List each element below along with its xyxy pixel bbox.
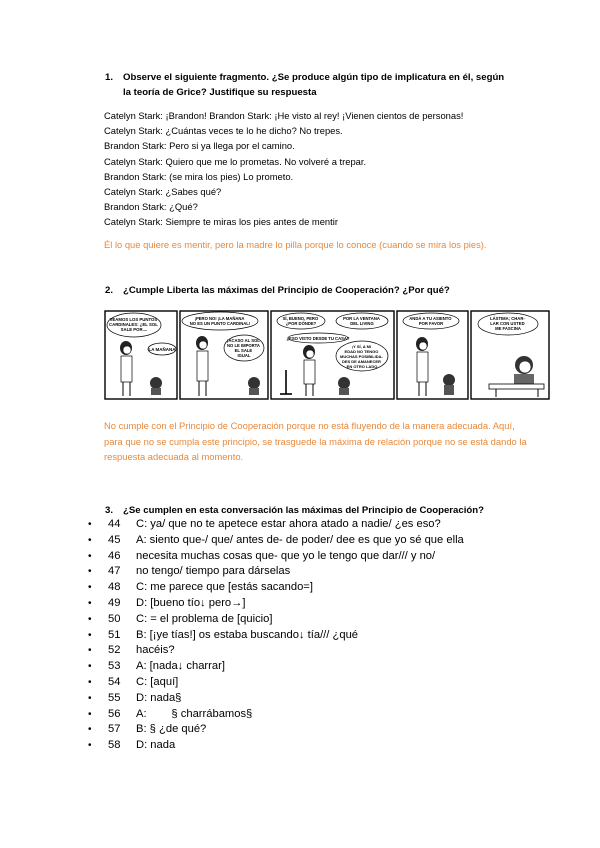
line-number: 51	[108, 628, 121, 641]
line-number: 48	[108, 581, 121, 594]
line-number: 58	[108, 739, 121, 752]
comic-text: ¿POR DÓNDE?	[285, 321, 317, 326]
line-number: 55	[108, 691, 121, 704]
comic-text: LAR CON USTED	[490, 321, 525, 326]
line-text: C: = el problema de [quicio]	[136, 612, 273, 625]
comic-text: MUCHAS POSIBILIDA-	[339, 354, 383, 359]
bullet: •	[88, 519, 92, 530]
question-1-number: 1.	[105, 72, 114, 83]
question-3-text: ¿Se cumplen en esta conversación las máximas del Principio de Cooperación?	[123, 505, 484, 516]
line-number: 46	[108, 549, 121, 562]
line-number: 45	[108, 533, 121, 546]
comic-text: ¡PERO NO! ¡LA MAÑANA	[194, 316, 245, 321]
line-number: 47	[108, 565, 121, 578]
transcript-line	[88, 580, 558, 596]
dialog-line: Catelyn Stark: Quiero que me lo prometas. No volveré a trepar.	[104, 155, 367, 167]
bullet: •	[88, 661, 92, 673]
dialog-line: Catelyn Stark: ¿Cuántas veces te lo he dicho? No trepes.	[104, 125, 343, 137]
comic-text: EN OTRO LADO	[346, 364, 378, 369]
line-number: 53	[108, 660, 121, 673]
comic-text: CARDINALES: ¿EL SOL	[109, 322, 158, 327]
bullet: •	[88, 534, 92, 546]
child-figure	[248, 377, 260, 395]
dialog-fragment	[104, 108, 544, 230]
bullet: •	[88, 582, 92, 594]
transcript-line	[88, 628, 558, 644]
comic-text: NO LE IMPORTA	[227, 343, 260, 348]
child-figure	[150, 377, 162, 395]
line-text: hacéis?	[136, 644, 175, 657]
transcript-line	[88, 675, 558, 691]
transcript-line	[88, 564, 558, 580]
bullet: •	[88, 613, 92, 625]
transcript-line	[88, 549, 558, 565]
bullet: •	[88, 566, 92, 578]
line-number: 54	[108, 675, 121, 688]
line-text: C: ya/ que no te apetece estar ahora atado a nadie/ ¿es eso?	[136, 518, 441, 530]
bullet: •	[88, 708, 92, 720]
comic-panel-5	[471, 311, 549, 399]
line-text: D: nada§	[136, 691, 182, 704]
line-number: 52	[108, 644, 121, 657]
bullet: •	[88, 629, 92, 641]
comic-text: ¿ESO VISTO DESDE TU CASA?	[286, 336, 350, 341]
comic-text: VEAMOS LOS PUNTOS	[109, 317, 158, 322]
conversation-transcript	[88, 517, 558, 754]
bullet: •	[88, 676, 92, 688]
child-figure	[338, 377, 350, 395]
bullet: •	[88, 692, 92, 704]
transcript-line	[88, 722, 558, 738]
comic-text: ¡Y SÍ, A MI	[351, 344, 372, 349]
transcript-line	[88, 517, 558, 533]
answer-1: Él lo que quiere es mentir, pero la madre lo pilla porque lo conoce (cuando se mira los pies).	[104, 239, 487, 250]
line-text: D: nada	[136, 739, 176, 752]
comic-text: ANDÁ A TU ASIENTO	[409, 316, 452, 321]
line-text: D: [bueno tío↓ pero→]	[136, 596, 246, 609]
svg-text:SÍ, BUENO, PERO ¿POR D	[283, 316, 320, 326]
comic-text: EDAD NO TENGO	[344, 349, 379, 354]
question-2-number: 2.	[105, 285, 114, 296]
line-number: 44	[108, 518, 121, 530]
answer-2: No cumple con el Principio de Cooperación porque no está fluyendo de la manera adecuada. Aquí, para que no se cumpla este principio, se trasguede la máxima de relación porque no se está dando la respuesta adecuada al momento.	[104, 420, 527, 462]
dialog-line: Brandon Stark: Pero si ya llega por el camino.	[104, 140, 295, 152]
comic-panel-1	[105, 311, 177, 399]
line-number: 56	[108, 707, 121, 720]
transcript-line	[88, 612, 558, 628]
line-text: C: me parece que [estás sacando=]	[136, 581, 313, 594]
bullet: •	[88, 740, 92, 752]
dialog-line: Catelyn Stark: ¿Sabes qué?	[104, 185, 222, 197]
line-text: A: § charrábamos§	[136, 707, 253, 720]
dialog-line: Catelyn Stark: Siempre te miras los pies antes de mentir	[104, 216, 338, 228]
comic-text: LÁSTIMA; CHAR-	[490, 316, 525, 321]
dialog-line: Brandon Stark: (se mira los pies) Lo prometo.	[104, 170, 294, 182]
dialog-line: Catelyn Stark: ¡Brandon! Brandon Stark: ¡He visto al rey! ¡Vienen cientos de personas!	[104, 110, 464, 121]
line-text: A: [nada↓ charrar]	[136, 660, 225, 673]
line-text: B: § ¿de qué?	[136, 723, 207, 736]
mafalda-comic-strip	[104, 310, 550, 400]
comic-panel-2	[180, 311, 268, 399]
line-number: 57	[108, 723, 121, 736]
line-number: 49	[108, 596, 121, 609]
comic-text: ME FASCINA	[495, 326, 521, 331]
bullet: •	[88, 550, 92, 562]
dialog-line: Brandon Stark: ¿Qué?	[104, 201, 198, 213]
question-1-text	[123, 70, 504, 100]
question-2-text: ¿Cumple Liberta las máximas del Principio de Cooperación? ¿Por qué?	[123, 285, 450, 296]
comic-text: EL SALE	[234, 348, 253, 353]
transcript-line	[88, 707, 558, 723]
comic-text: SÍ, BUENO, PERO	[282, 316, 319, 321]
line-text: B: [¡ye tías!] os estaba buscando↓ tía/// ¿qué	[136, 628, 359, 641]
comic-text: NO ES UN PUNTO CARDINAL!	[189, 321, 251, 326]
question-3-number: 3.	[105, 505, 114, 516]
comic-text: POR FAVOR	[418, 321, 444, 326]
line-text: C: [aquí]	[136, 675, 179, 688]
transcript-line	[88, 533, 558, 549]
comic-text: ¡ACASO AL SOL	[227, 338, 260, 343]
comic-text: LA MAÑANA	[148, 347, 176, 352]
line-text: no tengo/ tiempo para dárselas	[136, 565, 291, 578]
transcript-line	[88, 659, 558, 675]
transcript-line	[88, 643, 558, 659]
svg-text:LÁSTIMA; CHAR- LAR CON	[490, 316, 526, 331]
line-text: A: siento que-/ que/ antes de- de poder/ dee es que yo sé que ella	[136, 533, 464, 546]
bullet: •	[88, 597, 92, 609]
transcript-line	[88, 596, 558, 612]
comic-panel-3	[271, 311, 394, 399]
question-1-line-2: la teoría de Grice? Justifique su respuesta	[123, 87, 317, 98]
transcript-line	[88, 691, 558, 707]
comic-text: IGUAL	[237, 353, 251, 358]
line-number: 50	[108, 612, 121, 625]
comic-panel-4	[397, 311, 468, 399]
comic-text: SALE POR....	[120, 327, 148, 332]
bullet: •	[88, 645, 92, 657]
bullet: •	[88, 724, 92, 736]
comic-text: DEL LIVING	[350, 321, 374, 326]
line-text: necesita muchas cosas que- que yo le tengo que dar/// y no/	[136, 549, 436, 562]
question-1-line-1: Observe el siguiente fragmento. ¿Se produce algún tipo de implicatura en él, según	[123, 72, 505, 83]
comic-text: POR LA VENTANA	[343, 316, 380, 321]
svg-text:¡PERO NO! ¡LA MAÑANA N	[190, 316, 250, 326]
comic-text: DES DE AMANECER	[341, 359, 381, 364]
transcript-line	[88, 738, 558, 754]
